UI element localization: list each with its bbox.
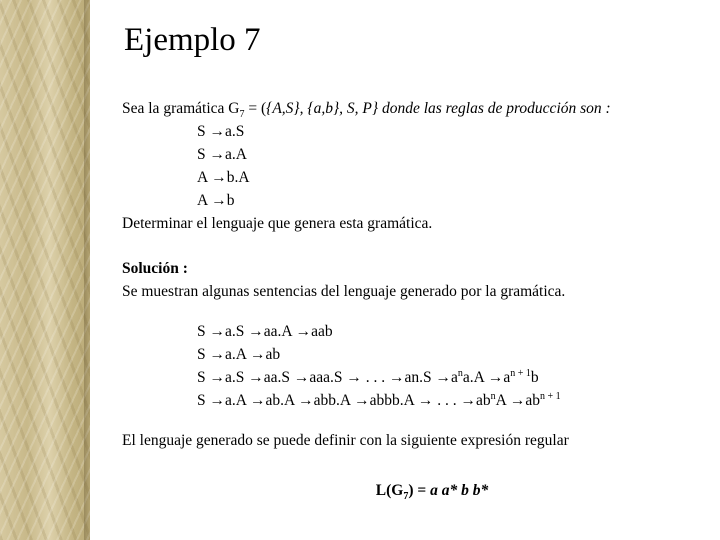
derivation-2: S →a.A →ab [197, 346, 281, 363]
intro-suffix: donde las reglas de producción son : [378, 100, 611, 117]
decorative-side-band [0, 0, 90, 540]
conclusion-text: El lenguaje generado se puede definir con la siguiente expresión regular [122, 432, 569, 449]
spacer [122, 412, 707, 429]
slide-title: Ejemplo 7 [124, 22, 261, 58]
derivation-3-part: S →a.S →aa.S →aaa.S → [197, 369, 362, 386]
slide-body [122, 97, 707, 502]
spacer [122, 452, 707, 479]
rule-1: S →a.S [197, 123, 245, 140]
grammar-subscript: 7 [239, 109, 245, 121]
derivation-3-part: →an.S →a [389, 369, 458, 386]
superscript: n [457, 367, 463, 379]
intro-prefix: Sea la gramática G [122, 100, 240, 117]
derivation-4-part: S →a.A →ab.A →abb.A →abbb.A → [197, 392, 434, 409]
ellipsis: . . . [433, 392, 461, 409]
derivation-3-part: a.A →a [462, 369, 511, 386]
derivation-4-part: A →ab [495, 392, 540, 409]
language-prefix: L(G [375, 482, 404, 499]
language-expression [157, 479, 707, 502]
derivation-4 [122, 389, 707, 412]
intro-line [122, 97, 707, 120]
superscript: n + 1 [539, 390, 561, 402]
spacer [122, 235, 707, 257]
rule-3: A →b.A [197, 169, 250, 186]
intro-equals: = ( [244, 100, 267, 117]
derivation-1: S →a.S →aa.A →aab [197, 323, 333, 340]
derivation-3 [122, 366, 707, 389]
language-subscript: 7 [403, 491, 409, 503]
superscript: n + 1 [510, 367, 531, 379]
solution-label: Solución : [122, 260, 188, 277]
spacer [122, 303, 707, 320]
rule-2: S →a.A [197, 146, 247, 163]
grammar-tuple: {A,S}, {a,b}, S, P} [266, 100, 379, 117]
derivation-4-part: →ab [460, 392, 491, 409]
language-equals: ) = [408, 482, 431, 499]
regular-expression: a a* b b* [430, 482, 489, 499]
task-text: Determinar el lenguaje que genera esta gramática. [122, 215, 433, 232]
superscript: n [490, 390, 496, 402]
rule-4: A →b [197, 192, 235, 209]
solution-text: Se muestran algunas sentencias del lenguaje generado por la gramática. [122, 283, 566, 300]
derivation-3-part: b [530, 369, 539, 386]
ellipsis: . . . [361, 369, 390, 386]
